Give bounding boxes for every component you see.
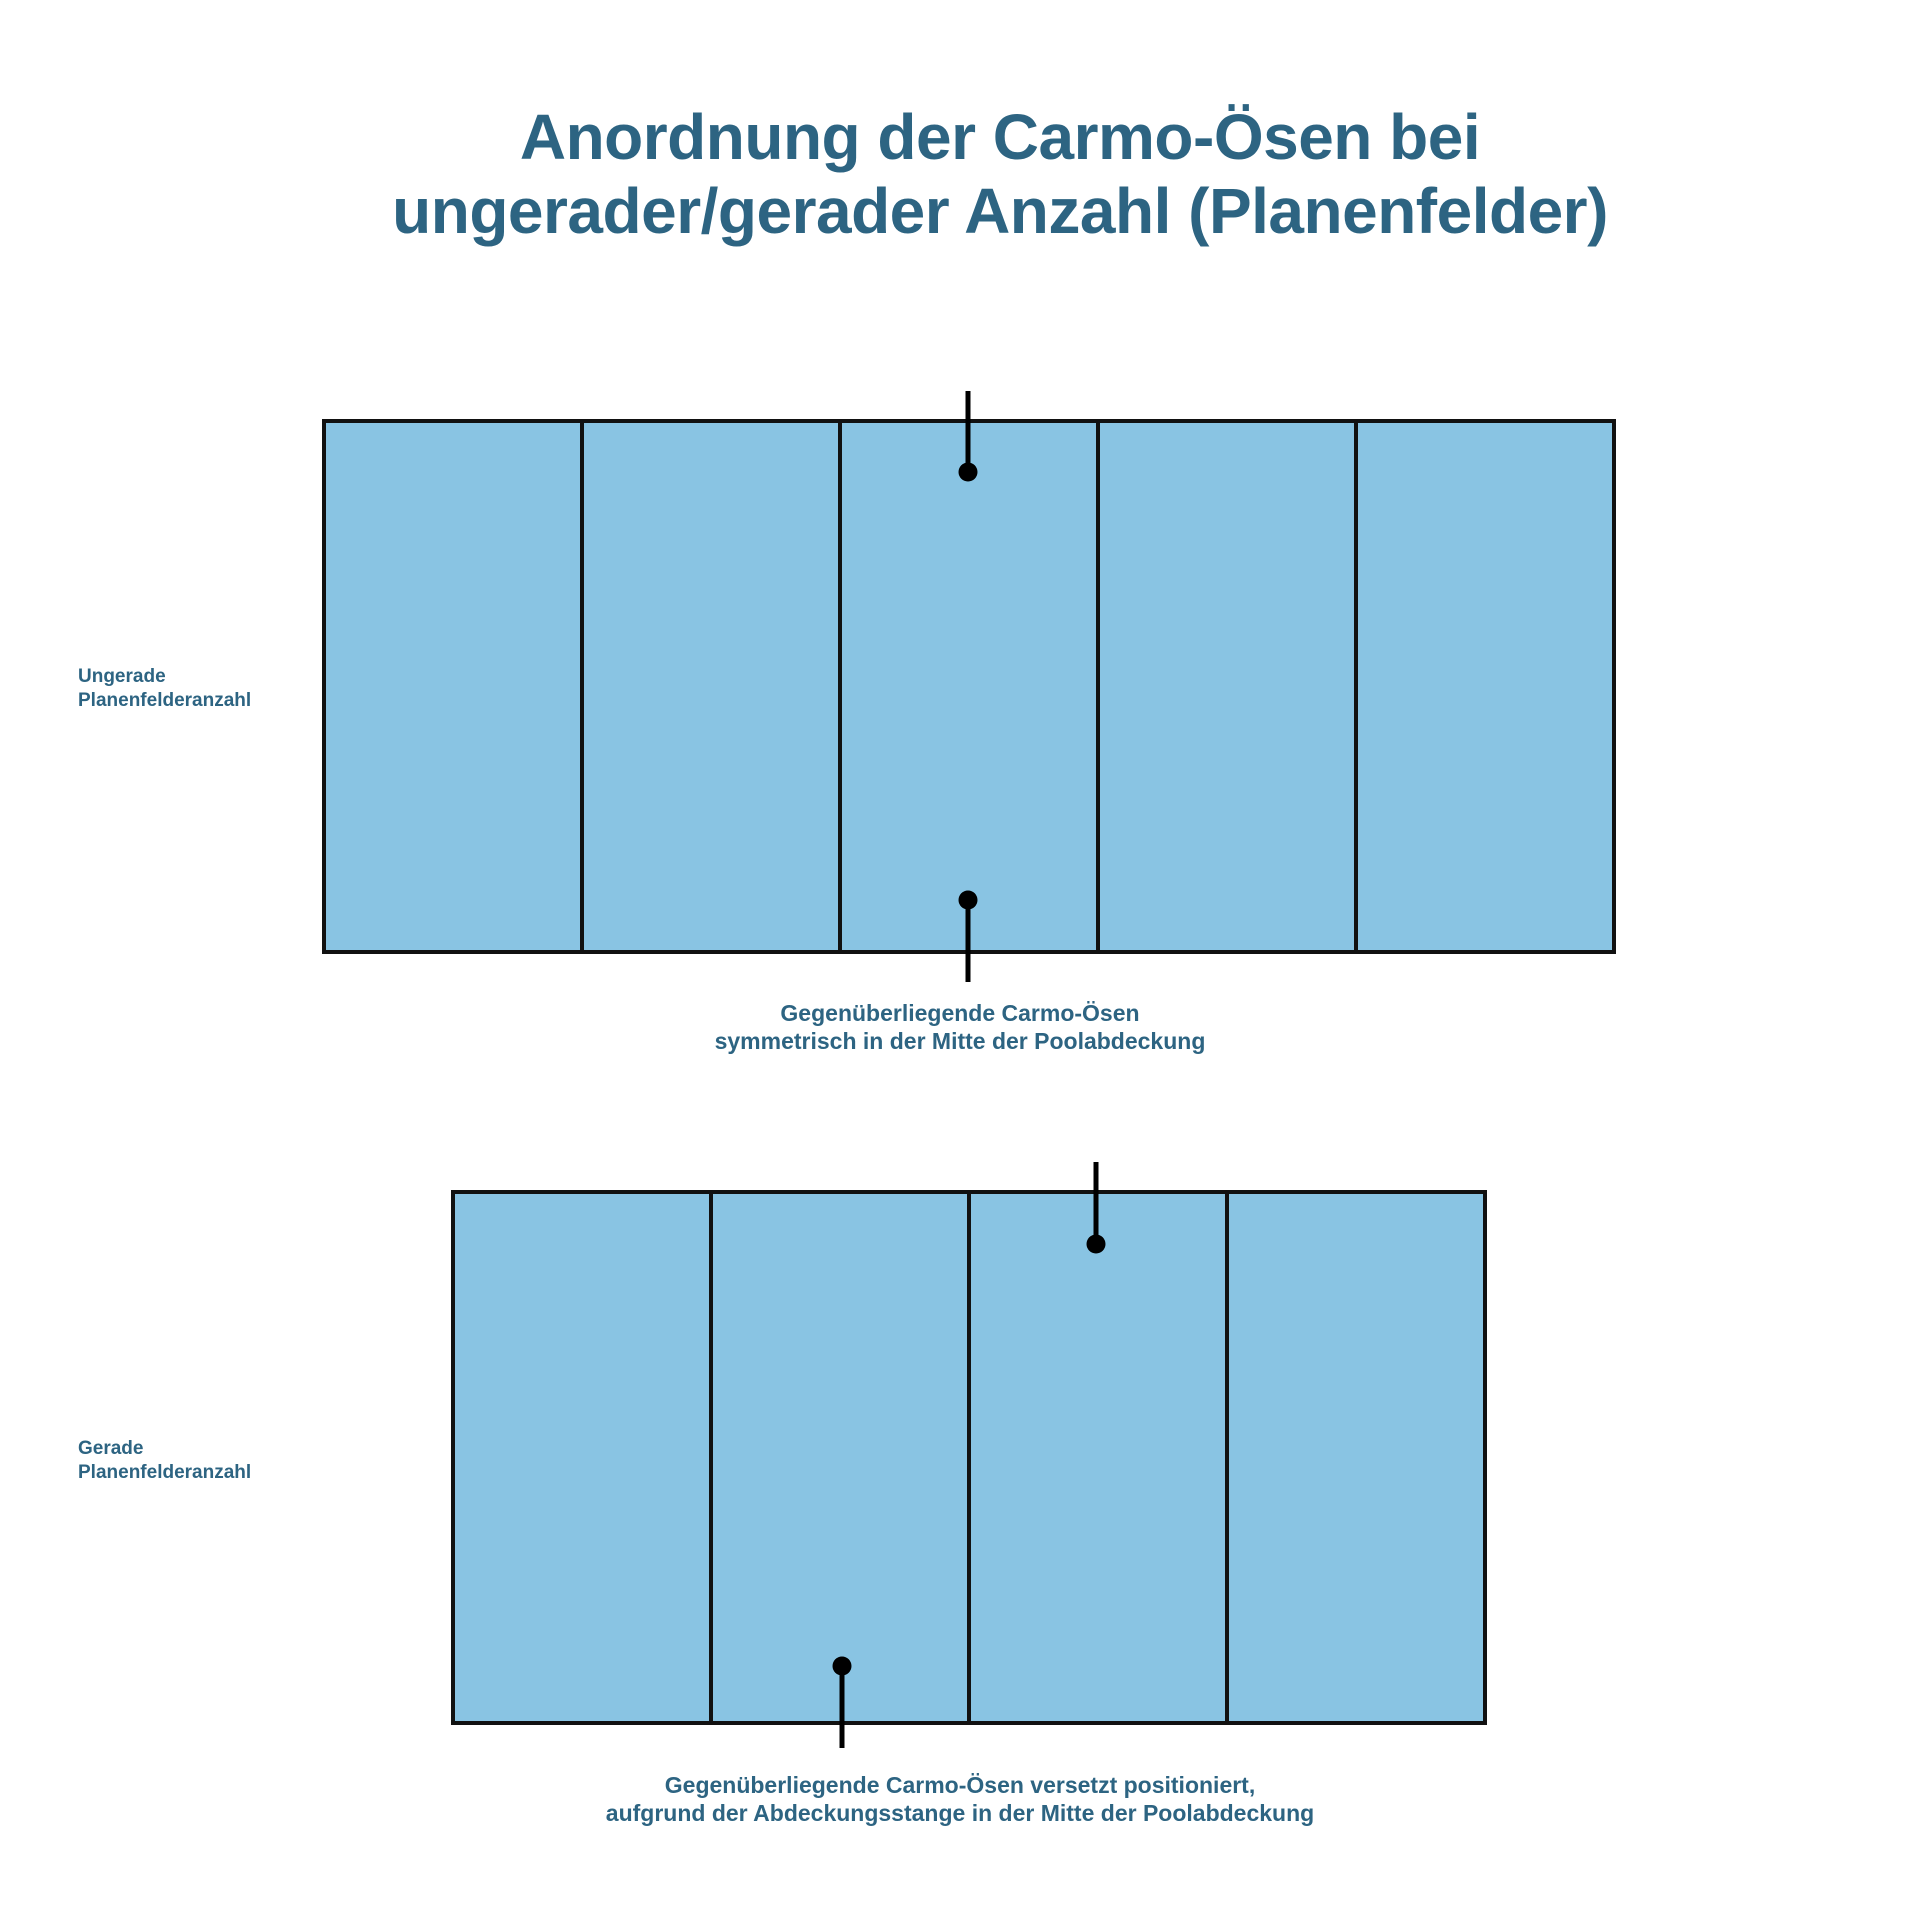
even-panel-4 <box>1227 1192 1485 1723</box>
odd-panel-5 <box>1356 421 1614 952</box>
odd-cover-diagram <box>324 391 1614 982</box>
odd-caption-line-1: Gegenüberliegende Carmo-Ösen <box>780 1000 1140 1026</box>
even-panels-label-line-2: Planenfelderanzahl <box>78 1462 252 1483</box>
odd-panel-1 <box>324 421 582 952</box>
page-title-line-2: ungerader/gerader Anzahl (Planenfelder) <box>392 175 1608 247</box>
even-caption-line-1: Gegenüberliegende Carmo-Ösen versetzt positioniert, <box>664 1772 1256 1798</box>
odd-panel-4 <box>1098 421 1356 952</box>
even-panels-label-line-1: Gerade <box>78 1438 144 1459</box>
odd-diagram-caption <box>0 999 1920 1055</box>
odd-panels-label-line-2: Planenfelderanzahl <box>78 690 252 711</box>
odd-caption-line-2: symmetrisch in der Mitte der Poolabdeckung <box>714 1028 1206 1054</box>
page-title-line-1: Anordnung der Carmo-Ösen bei <box>519 101 1481 173</box>
odd-panel-3 <box>840 421 1098 952</box>
even-panel-3 <box>969 1192 1227 1723</box>
even-cover-diagram <box>453 1162 1485 1748</box>
even-panel-1 <box>453 1192 711 1723</box>
odd-panels-label-line-1: Ungerade <box>78 666 166 687</box>
even-panel-2 <box>711 1192 969 1723</box>
odd-panel-2 <box>582 421 840 952</box>
even-diagram-caption <box>0 1771 1920 1827</box>
even-caption-line-2: aufgrund der Abdeckungsstange in der Mitte der Poolabdeckung <box>605 1800 1315 1826</box>
